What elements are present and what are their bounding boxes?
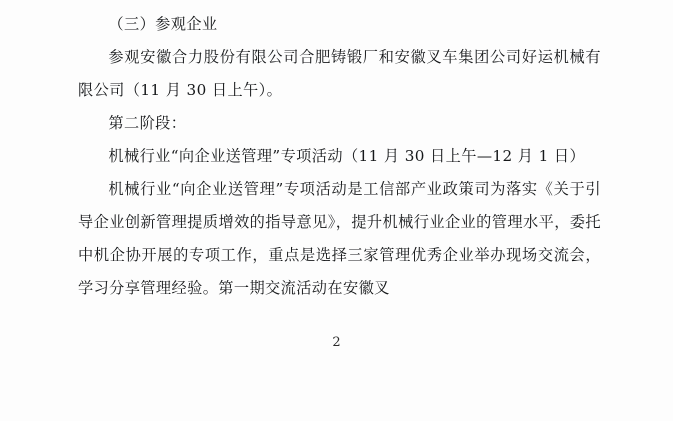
section-heading: （三）参观企业	[108, 15, 218, 33]
page-number: 2	[332, 335, 341, 350]
paragraph-phase-two-body: 机械行业“向企业送管理”专项活动是工信部产业政策司为落实《关于引导企业创新管理提质增效的指导意见》，提升机械行业企业的管理水平，委托中机企协开展的专项工作，重点是选择三家管理优秀企业举办现场交流会，学习分享管理经验。第一期交流活动在安徽叉	[78, 180, 601, 297]
document-body	[78, 8, 601, 305]
page-bottom-margin	[0, 361, 673, 421]
paragraph-phase-two-label: 第二阶段：	[108, 114, 187, 132]
paragraph-phase-two-title: 机械行业“向企业送管理”专项活动（11 月 30 日上午—12 月 1 日）	[108, 147, 586, 165]
paragraph-visit-detail: 参观安徽合力股份有限公司合肥铸锻厂和安徽叉车集团公司好运机械有限公司（11 月 30 日上午）。	[78, 48, 601, 99]
